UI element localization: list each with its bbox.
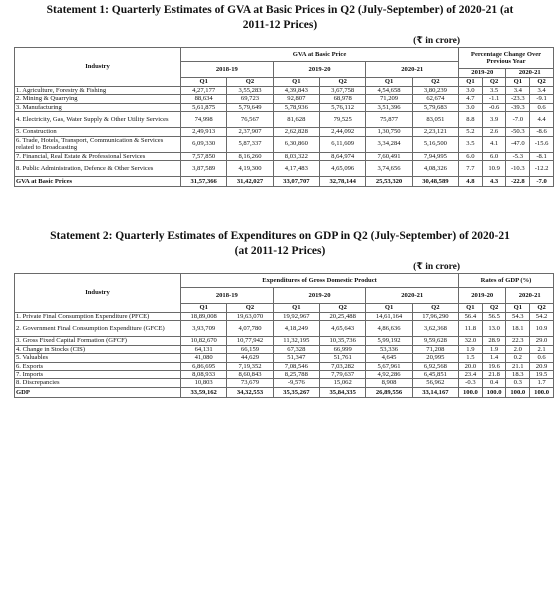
table-cell: -7.0 — [506, 112, 530, 128]
total-label: GVA at Basic Prices — [15, 177, 181, 187]
table-cell: 5,87,337 — [227, 136, 273, 152]
table-cell: 19.5 — [530, 371, 554, 379]
table-cell: -9.1 — [530, 95, 554, 103]
rate-year-header: 2020-21 — [506, 288, 554, 304]
table-cell: 79,525 — [320, 112, 366, 128]
total-cell: 33,14,167 — [412, 387, 458, 397]
total-cell: -22.8 — [506, 177, 530, 187]
row-label: 5. Construction — [15, 128, 181, 136]
table-cell: 0.6 — [530, 354, 554, 362]
table-cell: 2,44,092 — [320, 128, 366, 136]
table-row — [15, 136, 554, 152]
table-cell: -50.3 — [506, 128, 530, 136]
quarter-header: Q2 — [227, 304, 273, 313]
table-cell: -0.3 — [459, 379, 483, 387]
table-cell: 1.5 — [459, 354, 483, 362]
table-cell: 88,634 — [180, 95, 226, 103]
total-cell: 4.3 — [482, 177, 506, 187]
table-cell: 3,62,368 — [412, 321, 458, 337]
table-row — [15, 161, 554, 177]
table-cell: 2,37,907 — [227, 128, 273, 136]
total-cell: 32,78,144 — [320, 177, 366, 187]
total-row — [15, 177, 554, 187]
table-cell: 83,051 — [412, 112, 458, 128]
table-cell: 56.4 — [459, 313, 483, 321]
statement1-title: Statement 1: Quarterly Estimates of GVA at Basic Prices in Q2 (July-September) of 2020-21 (at 2011-12 Prices) — [46, 4, 514, 31]
table-cell: -8.1 — [530, 152, 554, 160]
table-cell: 4,86,636 — [366, 321, 412, 337]
quarter-header: Q1 — [366, 304, 412, 313]
row-label: 7. Imports — [15, 371, 181, 379]
quarter-header: Q2 — [530, 78, 554, 87]
table-cell: 3.4 — [530, 87, 554, 95]
table-cell: 6,92,568 — [412, 362, 458, 370]
table-cell: 10,77,942 — [227, 337, 273, 345]
table-cell: 67,328 — [273, 345, 319, 353]
table-cell: 92,807 — [273, 95, 319, 103]
table-cell: 1.9 — [459, 345, 483, 353]
row-label: 3. Gross Fixed Capital Formation (GFCF) — [15, 337, 181, 345]
table-cell: -1.1 — [482, 95, 506, 103]
year-header: 2018-19 — [180, 288, 273, 304]
table-cell: 44,629 — [227, 354, 273, 362]
table-cell: 0.6 — [530, 103, 554, 111]
row-label: 2. Government Final Consumption Expenditure (GFCE) — [15, 321, 181, 337]
table-cell: 5,79,683 — [412, 103, 458, 111]
total-cell: 31,57,366 — [180, 177, 226, 187]
table-cell: 4,08,326 — [412, 161, 458, 177]
table-cell: 21.1 — [506, 362, 530, 370]
industry-header: Industry — [15, 48, 181, 87]
table-cell: 4,65,096 — [320, 161, 366, 177]
gva-table — [14, 47, 554, 187]
table-cell: 7,94,995 — [412, 152, 458, 160]
pct-year-header: 2019-20 — [459, 69, 506, 78]
table-row — [15, 103, 554, 111]
table-cell: 68,978 — [320, 95, 366, 103]
row-label: 4. Change in Stocks (CIS) — [15, 345, 181, 353]
table-cell: 6.0 — [459, 152, 483, 160]
table-cell: 71,209 — [366, 95, 412, 103]
table-cell: 1,30,750 — [366, 128, 412, 136]
table-cell: 4,19,300 — [227, 161, 273, 177]
table-cell: 5,99,192 — [366, 337, 412, 345]
quarter-header: Q1 — [459, 78, 483, 87]
quarter-header: Q1 — [366, 78, 412, 87]
total-cell: 4.8 — [459, 177, 483, 187]
table-cell: 4.1 — [482, 136, 506, 152]
table-cell: 4,92,286 — [366, 371, 412, 379]
table-cell: 18.1 — [506, 321, 530, 337]
table-row — [15, 112, 554, 128]
table-row — [15, 95, 554, 103]
table-cell: 17,96,290 — [412, 313, 458, 321]
table-row — [15, 87, 554, 95]
total-cell: 35,84,335 — [320, 387, 366, 397]
table-cell: 54.2 — [530, 313, 554, 321]
row-label: 6. Exports — [15, 362, 181, 370]
row-label: 4. Electricity, Gas, Water Supply & Other Utility Services — [15, 112, 181, 128]
table-cell: 8,16,260 — [227, 152, 273, 160]
table-cell: 10.9 — [530, 321, 554, 337]
total-cell: -7.0 — [530, 177, 554, 187]
table-cell: 3,93,709 — [180, 321, 226, 337]
table-cell: 75,877 — [366, 112, 412, 128]
table-cell: 5,76,112 — [320, 103, 366, 111]
table-cell: 3,34,284 — [366, 136, 412, 152]
table-cell: 5,67,961 — [366, 362, 412, 370]
row-label: 7. Financial, Real Estate & Professional Services — [15, 152, 181, 160]
table-cell: 14,61,164 — [366, 313, 412, 321]
row-label: 1. Agriculture, Forestry & Fishing — [15, 87, 181, 95]
table-row — [15, 321, 554, 337]
statement1-unit: (₹ in crore) — [413, 36, 460, 46]
table-cell: 20,995 — [412, 354, 458, 362]
table-cell: 9,59,628 — [412, 337, 458, 345]
table-cell: 4.7 — [459, 95, 483, 103]
table-cell: 51,761 — [320, 354, 366, 362]
table-cell: 32.0 — [459, 337, 483, 345]
table-cell: 18,89,008 — [180, 313, 226, 321]
table-cell: 4,18,249 — [273, 321, 319, 337]
row-label: 6. Trade, Hotels, Transport, Communication & Services related to Broadcasting — [15, 136, 181, 152]
table-cell: -8.6 — [530, 128, 554, 136]
table-cell: 8,08,933 — [180, 371, 226, 379]
table-cell: 2.0 — [506, 345, 530, 353]
table-cell: 10,82,670 — [180, 337, 226, 345]
table-cell: 0.2 — [506, 354, 530, 362]
row-label: 1. Private Final Consumption Expenditure (PFCE) — [15, 313, 181, 321]
year-header: 2020-21 — [366, 62, 459, 78]
table-cell: 29.0 — [530, 337, 554, 345]
table-cell: 3,87,589 — [180, 161, 226, 177]
table-cell: 73,679 — [227, 379, 273, 387]
table-cell: 19.6 — [482, 362, 506, 370]
table-cell: 51,347 — [273, 354, 319, 362]
quarter-header: Q1 — [180, 78, 226, 87]
table-cell: 8.8 — [459, 112, 483, 128]
table-row — [15, 345, 554, 353]
total-cell: 30,48,589 — [412, 177, 458, 187]
table-cell: 81,628 — [273, 112, 319, 128]
table-cell: -10.3 — [506, 161, 530, 177]
table-cell: 6,45,851 — [412, 371, 458, 379]
table-cell: 54.3 — [506, 313, 530, 321]
table-cell: 5.2 — [459, 128, 483, 136]
table-cell: -0.6 — [482, 103, 506, 111]
table-cell: 8,25,788 — [273, 371, 319, 379]
total-label: GDP — [15, 387, 181, 397]
table-cell: 1.9 — [482, 345, 506, 353]
table-cell: 3,67,758 — [320, 87, 366, 95]
quarter-header: Q2 — [227, 78, 273, 87]
table-cell: 2,23,121 — [412, 128, 458, 136]
quarter-header: Q2 — [320, 304, 366, 313]
table-cell: 8,908 — [366, 379, 412, 387]
table-cell: 7,60,491 — [366, 152, 412, 160]
table-cell: 13.0 — [482, 321, 506, 337]
table-cell: 6,86,695 — [180, 362, 226, 370]
table-cell: 0.4 — [482, 379, 506, 387]
table-cell: 15,062 — [320, 379, 366, 387]
quarter-header: Q2 — [530, 304, 554, 313]
table-cell: -47.0 — [506, 136, 530, 152]
table-cell: 64,131 — [180, 345, 226, 353]
quarter-header: Q2 — [482, 304, 506, 313]
total-cell: 26,89,556 — [366, 387, 412, 397]
table-cell: 3.5 — [459, 136, 483, 152]
table-cell: -23.3 — [506, 95, 530, 103]
table-cell: 6,30,860 — [273, 136, 319, 152]
row-label: 2. Mining & Quarrying — [15, 95, 181, 103]
year-header: 2018-19 — [180, 62, 273, 78]
total-cell: 31,42,027 — [227, 177, 273, 187]
year-header: 2019-20 — [273, 62, 366, 78]
table-cell: 8,64,974 — [320, 152, 366, 160]
table-cell: 8,60,843 — [227, 371, 273, 379]
table-cell: 11,32,195 — [273, 337, 319, 345]
total-cell: 34,32,553 — [227, 387, 273, 397]
table-cell: 62,674 — [412, 95, 458, 103]
table-cell: 20,25,488 — [320, 313, 366, 321]
table-cell: 2.6 — [482, 128, 506, 136]
statement1 — [0, 0, 560, 187]
table-cell: 3.0 — [459, 103, 483, 111]
table-cell: 18.3 — [506, 371, 530, 379]
table-cell: 71,208 — [412, 345, 458, 353]
gdp-expenditure-table — [14, 273, 554, 398]
table-cell: 7,03,282 — [320, 362, 366, 370]
table-row — [15, 128, 554, 136]
row-label: 5. Valuables — [15, 354, 181, 362]
pct-change-group-header: Percentage Change Over Previous Year — [459, 48, 554, 69]
total-row — [15, 387, 554, 397]
total-cell: 100.0 — [506, 387, 530, 397]
table-cell: 2,62,828 — [273, 128, 319, 136]
quarter-header: Q1 — [273, 78, 319, 87]
table-cell: 76,567 — [227, 112, 273, 128]
table-cell: 4,39,843 — [273, 87, 319, 95]
quarter-header: Q1 — [459, 304, 483, 313]
table-cell: 20.9 — [530, 362, 554, 370]
table-cell: 53,336 — [366, 345, 412, 353]
table-cell: 41,080 — [180, 354, 226, 362]
table-cell: 4,65,643 — [320, 321, 366, 337]
quarter-header: Q2 — [412, 78, 458, 87]
table-row — [15, 152, 554, 160]
table-row — [15, 362, 554, 370]
table-cell: 11.8 — [459, 321, 483, 337]
table-cell: -12.2 — [530, 161, 554, 177]
table-cell: 1.7 — [530, 379, 554, 387]
table-cell: 7,57,850 — [180, 152, 226, 160]
table-cell: 66,159 — [227, 345, 273, 353]
table-cell: 20.0 — [459, 362, 483, 370]
table-cell: 10,35,736 — [320, 337, 366, 345]
total-cell: 33,59,162 — [180, 387, 226, 397]
table-row — [15, 354, 554, 362]
table-cell: 4,17,483 — [273, 161, 319, 177]
row-label: 8. Discrepancies — [15, 379, 181, 387]
table-cell: 23.4 — [459, 371, 483, 379]
quarter-header: Q2 — [320, 78, 366, 87]
table-cell: 4,54,658 — [366, 87, 412, 95]
table-cell: 4,645 — [366, 354, 412, 362]
table-cell: 56.5 — [482, 313, 506, 321]
statement2-title: Statement 2: Quarterly Estimates of Expenditures on GDP in Q2 (July-September) of 2020-21 (at 2011-12 Prices) — [50, 230, 510, 258]
quarter-header: Q2 — [482, 78, 506, 87]
table-cell: 10.9 — [482, 161, 506, 177]
table-cell: 19,63,070 — [227, 313, 273, 321]
quarter-header: Q1 — [506, 78, 530, 87]
table-row — [15, 379, 554, 387]
table-cell: 4,27,177 — [180, 87, 226, 95]
quarter-header: Q1 — [180, 304, 226, 313]
table-cell: 6,09,330 — [180, 136, 226, 152]
row-label: 8. Public Administration, Defence & Other Services — [15, 161, 181, 177]
table-cell: 3.4 — [506, 87, 530, 95]
statement2-unit: (₹ in crore) — [413, 262, 460, 273]
table-cell: 3,80,239 — [412, 87, 458, 95]
table-cell: 5,79,649 — [227, 103, 273, 111]
table-row — [15, 313, 554, 321]
total-cell: 100.0 — [482, 387, 506, 397]
table-cell: 5,78,936 — [273, 103, 319, 111]
table-cell: 6.0 — [482, 152, 506, 160]
table-cell: 56,962 — [412, 379, 458, 387]
table-row — [15, 371, 554, 379]
table-cell: -39.3 — [506, 103, 530, 111]
table-cell: 0.3 — [506, 379, 530, 387]
total-cell: 35,35,267 — [273, 387, 319, 397]
table-cell: 19,92,967 — [273, 313, 319, 321]
table-cell: 74,998 — [180, 112, 226, 128]
table-cell: -15.6 — [530, 136, 554, 152]
table-cell: 7.7 — [459, 161, 483, 177]
table-cell: 7,79,637 — [320, 371, 366, 379]
table-cell: 3.0 — [459, 87, 483, 95]
table-cell: 3,74,656 — [366, 161, 412, 177]
table-cell: -9,576 — [273, 379, 319, 387]
table-cell: 7,19,352 — [227, 362, 273, 370]
gva-group-header: GVA at Basic Price — [180, 48, 458, 62]
row-label: 3. Manufacturing — [15, 103, 181, 111]
table-cell: -5.3 — [506, 152, 530, 160]
total-cell: 33,07,707 — [273, 177, 319, 187]
quarter-header: Q2 — [412, 304, 458, 313]
table-row — [15, 337, 554, 345]
table-cell: 22.3 — [506, 337, 530, 345]
total-cell: 100.0 — [530, 387, 554, 397]
table-cell: 4.4 — [530, 112, 554, 128]
table-cell: 3.9 — [482, 112, 506, 128]
table-cell: 10,803 — [180, 379, 226, 387]
rate-year-header: 2019-20 — [459, 288, 506, 304]
table-cell: 2.1 — [530, 345, 554, 353]
table-cell: 3,51,396 — [366, 103, 412, 111]
table-cell: 7,08,546 — [273, 362, 319, 370]
table-cell: 28.9 — [482, 337, 506, 345]
table-cell: 3.5 — [482, 87, 506, 95]
total-cell: 100.0 — [459, 387, 483, 397]
table-cell: 66,999 — [320, 345, 366, 353]
statement2 — [0, 229, 560, 398]
table-cell: 8,03,322 — [273, 152, 319, 160]
table-cell: 5,61,875 — [180, 103, 226, 111]
table-cell: 3,55,283 — [227, 87, 273, 95]
table-cell: 6,11,609 — [320, 136, 366, 152]
expenditure-group-header: Expenditures of Gross Domestic Product — [180, 274, 458, 288]
table-cell: 4,07,780 — [227, 321, 273, 337]
table-cell: 1.4 — [482, 354, 506, 362]
industry-header: Industry — [15, 274, 181, 313]
table-cell: 5,16,500 — [412, 136, 458, 152]
pct-year-header: 2020-21 — [506, 69, 554, 78]
year-header: 2020-21 — [366, 288, 459, 304]
quarter-header: Q1 — [273, 304, 319, 313]
rates-group-header: Rates of GDP (%) — [459, 274, 554, 288]
total-cell: 25,53,320 — [366, 177, 412, 187]
quarter-header: Q1 — [506, 304, 530, 313]
table-cell: 2,49,913 — [180, 128, 226, 136]
table-cell: 69,723 — [227, 95, 273, 103]
table-cell: 21.8 — [482, 371, 506, 379]
year-header: 2019-20 — [273, 288, 366, 304]
